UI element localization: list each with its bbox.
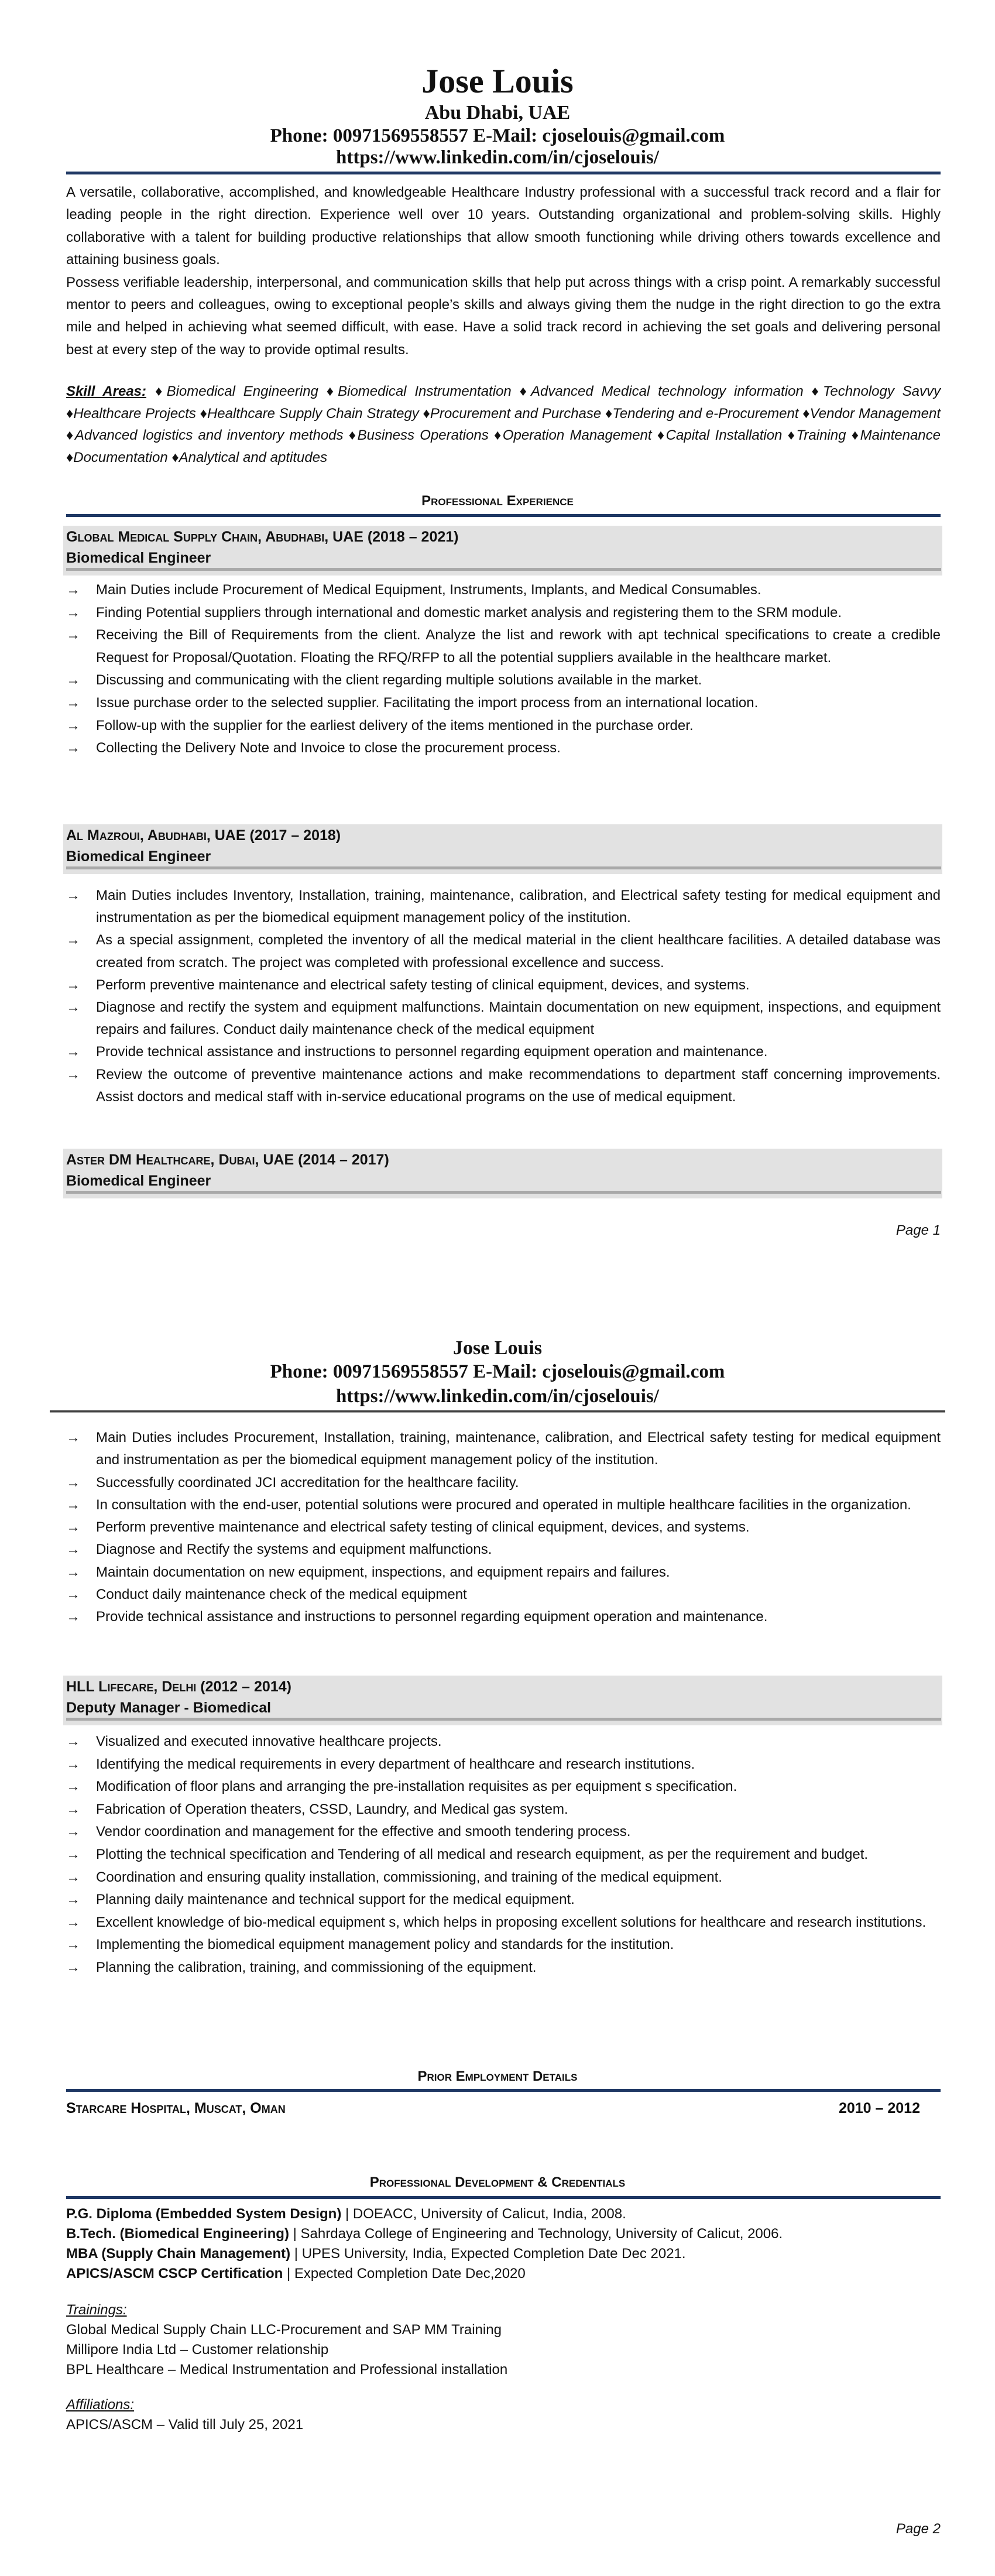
credential-item (66, 2204, 783, 2224)
duty-text: Diagnose and rectify the system and equipment malfunctions. Maintain documentation on new equipment, inspections, and equipment repairs and failures. Conduct daily maintenance check of the medical equipment (96, 999, 941, 1038)
job-header (63, 526, 942, 576)
job-divider (66, 866, 941, 869)
training-item: Global Medical Supply Chain LLC-Procurement and SAP MM Training (66, 2322, 502, 2338)
duty-item (66, 1064, 941, 1108)
duty-text: Visualized and executed innovative healthcare projects. (96, 1734, 442, 1749)
duty-text: Provide technical assistance and instructions to personnel regarding equipment operation and maintenance. (96, 1044, 768, 1060)
arrow-bullet-icon: → (66, 1779, 80, 1795)
summary-paragraph: Possess verifiable leadership, interpersonal, and communication skills that help put across things with a crisp point. A remarkably successful mentor to peers and colleagues, owing to exceptional people’s skills and always giving them the nudge in the right direction to go the extra mile and helped in achieving what seemed difficult, with ease. Have a solid track record in achieving the set goals and delivering personal best at every step of the way to provide optimal results. (66, 274, 941, 358)
linkedin-link[interactable]: https://www.linkedin.com/in/cjoselouis/ (336, 147, 659, 168)
affiliations-label: Affiliations: (66, 2397, 135, 2413)
duty-item (66, 1776, 941, 1799)
job-company: Global Medical Supply Chain, Abudhabi, UAE (2018 – 2021) (66, 529, 459, 545)
duty-item (66, 1584, 941, 1606)
job-divider (66, 568, 941, 571)
arrow-bullet-icon: → (66, 672, 80, 688)
training-item: Millipore India Ltd – Customer relationship (66, 2342, 329, 2358)
duty-text: Issue purchase order to the selected supplier. Facilitating the import process from an international location. (96, 694, 759, 711)
duty-item (66, 1844, 941, 1866)
arrow-bullet-icon: → (66, 1474, 80, 1491)
duty-text: Follow-up with the supplier for the earliest delivery of the items mentioned in the purchase order. (96, 717, 694, 734)
duty-text: Main Duties include Procurement of Medical Equipment, Instruments, Implants, and Medical Consumables. (96, 582, 761, 598)
duty-item (66, 1427, 941, 1472)
arrow-bullet-icon: → (66, 1801, 80, 1817)
credential-detail: | DOEACC, University of Calicut, India, 2008. (341, 2206, 626, 2222)
duty-text: Maintain documentation on new equipment, inspections, and equipment repairs and failures. (96, 1564, 670, 1580)
job-duties (66, 1731, 941, 1979)
credential-detail: | Sahrdaya College of Engineering and Technology, University of Calicut, 2006. (289, 2226, 783, 2242)
skill-areas-list: ♦Biomedical Engineering ♦Biomedical Instrumentation ♦Advanced Medical technology information ♦Technology Savvy ♦Healthcare Projects ♦Healthcare Supply Chain Strategy ♦Procurement and Purchase ♦Tendering and e-Procurement ♦Vendor Management ♦Advanced logistics and inventory methods ♦Business Operations ♦Operation Management ♦Capital Installation ♦Training ♦Maintenance ♦Documentation ♦Analytical and aptitudes (66, 383, 941, 465)
summary-paragraph: A versatile, collaborative, accomplished, and knowledgeable Healthcare Industry professional with a successful track record and a flair for leading people in the right direction. Experience well over 10 years. Outstanding organizational and problem-solving skills. Highly collaborative with a talent for building productive relationships that allow smooth functioning while driving others towards excellence and attaining business goals. (66, 184, 941, 268)
page-number: Page 1 (896, 1222, 941, 1238)
duty-text: Finding Potential suppliers through international and domestic market analysis and registering them to the SRM module. (96, 604, 842, 621)
duty-text: In consultation with the end-user, potential solutions were procured and operated in multiple healthcare facilities in the organization. (96, 1496, 911, 1513)
duty-text: Perform preventive maintenance and electrical safety testing of clinical equipment, devices, and systems. (96, 977, 750, 993)
header-rule (50, 1410, 945, 1413)
arrow-bullet-icon: → (66, 1914, 80, 1930)
section-rule (66, 2089, 941, 2092)
job-company: Al Mazroui, Abudhabi, UAE (2017 – 2018) (66, 827, 341, 844)
credential-degree: APICS/ASCM CSCP Certification (66, 2266, 283, 2282)
credentials-list (66, 2204, 783, 2284)
duty-item (66, 1957, 941, 1979)
arrow-bullet-icon: → (66, 1542, 80, 1558)
duty-item (66, 929, 941, 974)
duty-item (66, 1934, 941, 1957)
arrow-bullet-icon: → (66, 694, 80, 711)
duty-item (66, 1821, 941, 1844)
section-title-development: Professional Development & Credentials (369, 2174, 626, 2190)
job-divider (66, 1191, 941, 1194)
arrow-bullet-icon: → (66, 1519, 80, 1536)
duty-text: Plotting the technical specification and Tendering of all medical and research equipment, as per the requirement and budget. (96, 1846, 869, 1862)
job-title: Deputy Manager - Biomedical (66, 1700, 272, 1716)
credential-detail: | UPES University, India, Expected Completion Date Dec 2021. (290, 2246, 686, 2262)
arrow-bullet-icon: → (66, 1959, 80, 1975)
job-header (63, 824, 942, 874)
duty-text: Identifying the medical requirements in every department of healthcare and research institutions. (96, 1756, 695, 1772)
duty-item (66, 1799, 941, 1821)
duty-text: Diagnose and Rectify the systems and equipment malfunctions. (96, 1542, 492, 1558)
arrow-bullet-icon: → (66, 1609, 80, 1625)
duty-item (66, 885, 941, 929)
trainings-label: Trainings: (66, 2302, 127, 2318)
job-header (63, 1676, 942, 1725)
arrow-bullet-icon: → (66, 1734, 80, 1749)
arrow-bullet-icon: → (66, 1564, 80, 1580)
duty-item (66, 1539, 941, 1561)
duty-text: Perform preventive maintenance and electrical safety testing of clinical equipment, devices, and systems. (96, 1519, 750, 1536)
duty-text: Discussing and communicating with the client regarding multiple solutions available in the market. (96, 672, 702, 688)
arrow-bullet-icon: → (66, 1869, 80, 1885)
job-header (63, 1149, 942, 1198)
arrow-bullet-icon: → (66, 1937, 80, 1953)
job-duties (66, 1427, 941, 1629)
duty-item (66, 624, 941, 669)
candidate-name: Jose Louis (452, 1337, 543, 1359)
duty-text: As a special assignment, completed the inventory of all the medical material in the client healthcare facilities. A detailed database was created from scratch. The project was completed with professional excellence and success. (96, 932, 941, 971)
credential-item (66, 2244, 783, 2264)
duty-text: Modification of floor plans and arranging the pre-installation requisites as per equipment s specification. (96, 1779, 737, 1795)
job-title: Biomedical Engineer (66, 1173, 211, 1189)
duty-item (66, 715, 941, 738)
job-title: Biomedical Engineer (66, 550, 211, 566)
skill-areas (66, 381, 941, 468)
credential-degree: P.G. Diploma (Embedded System Design) (66, 2206, 342, 2222)
duty-text: Main Duties includes Inventory, Installation, training, maintenance, calibration, and Electrical safety testing for medical equipment and instrumentation as per the biomedical equipment management policy of the institution. (96, 888, 941, 926)
section-rule (66, 514, 941, 517)
contact-line: Phone: 00971569558557 E-Mail: cjoselouis@gmail.com (270, 1361, 725, 1382)
duty-item (66, 1494, 941, 1516)
affiliations (66, 2395, 303, 2435)
section-title-prior: Prior Employment Details (417, 2068, 578, 2084)
duty-text: Collecting the Delivery Note and Invoice to close the procurement process. (96, 740, 561, 756)
prior-company: Starcare Hospital, Muscat, Oman (66, 2100, 286, 2116)
section-title-experience: Professional Experience (421, 493, 574, 509)
job-duties (66, 579, 941, 760)
arrow-bullet-icon: → (66, 1496, 80, 1513)
training-item: BPL Healthcare – Medical Instrumentation and Professional installation (66, 2362, 508, 2378)
duty-text: Provide technical assistance and instructions to personnel regarding equipment operation and maintenance. (96, 1609, 768, 1625)
duty-text: Planning the calibration, training, and commissioning of the equipment. (96, 1959, 537, 1975)
arrow-bullet-icon: → (66, 1756, 80, 1772)
credential-degree: MBA (Supply Chain Management) (66, 2246, 291, 2262)
arrow-bullet-icon: → (66, 1846, 80, 1862)
duty-item (66, 1912, 941, 1934)
job-divider (66, 1718, 941, 1721)
duty-text: Coordination and ensuring quality installation, commissioning, and training of the medical equipment. (96, 1869, 722, 1885)
duty-item (66, 669, 941, 692)
duty-text: Conduct daily maintenance check of the medical equipment (96, 1587, 467, 1603)
arrow-bullet-icon: → (66, 1587, 80, 1603)
header-rule (66, 172, 941, 174)
trainings (66, 2300, 507, 2380)
arrow-bullet-icon: → (66, 627, 80, 643)
section-rule (66, 2196, 941, 2199)
job-duties (66, 885, 941, 1108)
arrow-bullet-icon: → (66, 999, 80, 1016)
duty-item (66, 1606, 941, 1628)
duty-item (66, 1472, 941, 1494)
job-company: Aster DM Healthcare, Dubai, UAE (2014 – 2017) (66, 1152, 389, 1168)
duty-item (66, 1731, 941, 1753)
arrow-bullet-icon: → (66, 1824, 80, 1840)
duty-item (66, 1516, 941, 1539)
duty-text: Receiving the Bill of Requirements from the client. Analyze the list and rework with apt technical specifications to create a credible Request for Proposal/Quotation. Floating the RFQ/RFP to all the potential suppliers available in the healthcare market. (96, 627, 941, 666)
duty-text: Fabrication of Operation theaters, CSSD, Laundry, and Medical gas system. (96, 1801, 568, 1817)
duty-item (66, 579, 941, 602)
location: Abu Dhabi, UAE (424, 102, 571, 124)
duty-item (66, 692, 941, 715)
duty-text: Implementing the biomedical equipment management policy and standards for the institution. (96, 1937, 674, 1953)
affiliation-item: APICS/ASCM – Valid till July 25, 2021 (66, 2417, 304, 2433)
duty-text: Excellent knowledge of bio-medical equipment s, which helps in proposing excellent solutions for healthcare and research institutions. (96, 1914, 927, 1930)
job-title: Biomedical Engineer (66, 848, 211, 865)
arrow-bullet-icon: → (66, 1066, 80, 1083)
duty-item (66, 996, 941, 1041)
arrow-bullet-icon: → (66, 717, 80, 734)
arrow-bullet-icon: → (66, 1430, 80, 1445)
arrow-bullet-icon: → (66, 932, 80, 948)
duty-item (66, 1561, 941, 1584)
arrow-bullet-icon: → (66, 1892, 80, 1908)
linkedin-link[interactable]: https://www.linkedin.com/in/cjoselouis/ (336, 1386, 659, 1407)
credential-item (66, 2264, 783, 2284)
credential-item (66, 2224, 783, 2244)
candidate-name: Jose Louis (421, 62, 574, 100)
duty-item (66, 1753, 941, 1776)
arrow-bullet-icon: → (66, 604, 80, 621)
credential-detail: | Expected Completion Date Dec,2020 (283, 2266, 526, 2282)
prior-dates: 2010 – 2012 (838, 2100, 920, 2116)
duty-text: Planning daily maintenance and technical support for the medical equipment. (96, 1892, 575, 1908)
contact-line: Phone: 00971569558557 E-Mail: cjoselouis@gmail.com (270, 125, 725, 146)
summary (66, 181, 941, 361)
page-number: Page 2 (896, 2521, 941, 2537)
arrow-bullet-icon: → (66, 977, 80, 993)
arrow-bullet-icon: → (66, 582, 80, 598)
arrow-bullet-icon: → (66, 888, 80, 903)
skill-areas-label: Skill Areas: (66, 383, 147, 399)
arrow-bullet-icon: → (66, 740, 80, 756)
duty-item (66, 1889, 941, 1912)
job-company: HLL Lifecare, Delhi (2012 – 2014) (66, 1678, 291, 1695)
credential-degree: B.Tech. (Biomedical Engineering) (66, 2226, 289, 2242)
duty-item (66, 1866, 941, 1889)
duty-item (66, 737, 941, 760)
duty-text: Main Duties includes Procurement, Installation, training, maintenance, calibration, and Electrical safety testing for medical equipment and instrumentation as per the biomedical equipment management policy of the institution. (96, 1430, 941, 1468)
duty-text: Successfully coordinated JCI accreditation for the healthcare facility. (96, 1474, 519, 1491)
arrow-bullet-icon: → (66, 1044, 80, 1060)
duty-item (66, 1041, 941, 1063)
duty-text: Review the outcome of preventive maintenance actions and make recommendations to department staff concerning improvements. Assist doctors and medical staff with in-service educational programs on the use of medical equipment. (96, 1066, 941, 1105)
duty-text: Vendor coordination and management for the effective and smooth tendering process. (96, 1824, 631, 1840)
duty-item (66, 974, 941, 996)
duty-item (66, 602, 941, 625)
